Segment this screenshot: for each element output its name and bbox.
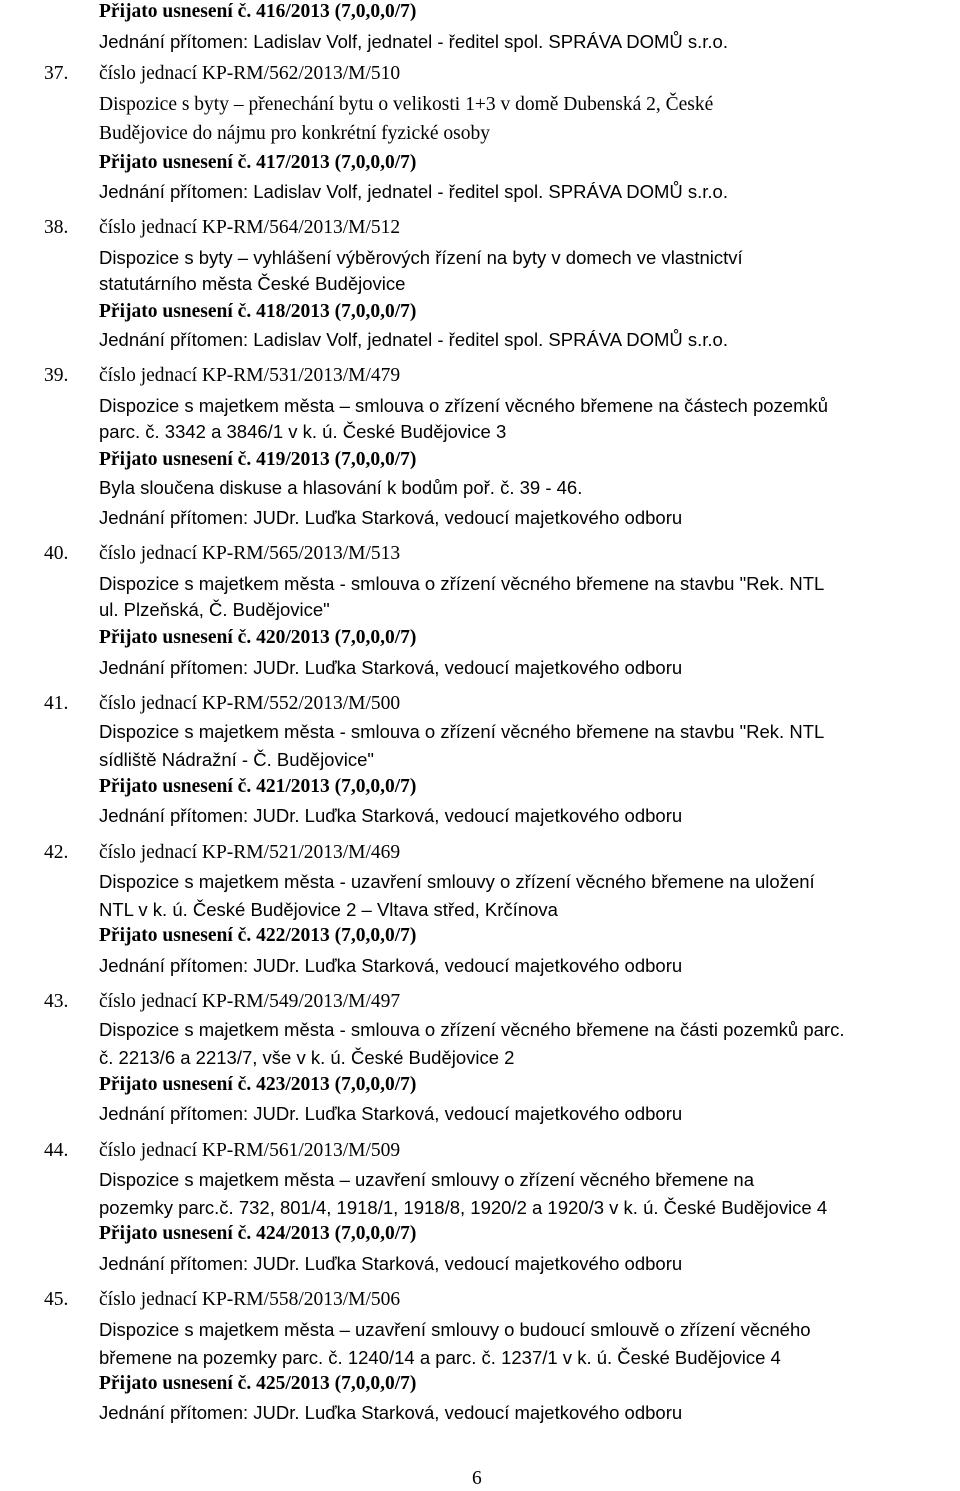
item-number: 41. [44,693,69,714]
item-ref: číslo jednací KP-RM/564/2013/M/512 [99,217,401,238]
item-resolution: Přijato usnesení č. 420/2013 (7,0,0,0/7) [99,627,417,648]
item-text-line: sídliště Nádražní - Č. Budějovice" [99,749,374,770]
item-number: 43. [44,991,69,1012]
item-resolution: Přijato usnesení č. 421/2013 (7,0,0,0/7) [99,776,417,797]
item-number: 38. [44,217,69,238]
item-number: 40. [44,543,69,564]
item-ref: číslo jednací KP-RM/521/2013/M/469 [99,842,401,863]
item-ref: číslo jednací KP-RM/561/2013/M/509 [99,1140,401,1161]
item-text-line: NTL v k. ú. České Budějovice 2 – Vltava střed, Krčínova [99,899,558,920]
item-attendance: Jednání přítomen: JUDr. Luďka Starková, vedoucí majetkového odboru [99,955,683,976]
item-resolution: Přijato usnesení č. 419/2013 (7,0,0,0/7) [99,449,417,470]
item-text-line: parc. č. 3342 a 3846/1 v k. ú. České Budějovice 3 [99,421,507,442]
item-ref: číslo jednací KP-RM/552/2013/M/500 [99,693,401,714]
item-ref: číslo jednací KP-RM/531/2013/M/479 [99,365,401,386]
item-text-line: Dispozice s majetkem města – uzavření smlouvy o budoucí smlouvě o zřízení věcného [99,1319,811,1340]
item-text-line: břemene na pozemky parc. č. 1240/14 a parc. č. 1237/1 v k. ú. České Budějovice 4 [99,1347,781,1368]
item-attendance: Jednání přítomen: Ladislav Volf, jednatel - ředitel spol. SPRÁVA DOMŮ s.r.o. [99,329,728,350]
item-resolution: Přijato usnesení č. 418/2013 (7,0,0,0/7) [99,301,417,322]
lead-attendance: Jednání přítomen: Ladislav Volf, jednatel - ředitel spol. SPRÁVA DOMŮ s.r.o. [99,31,728,52]
item-number: 42. [44,842,69,863]
item-text-line: Dispozice s majetkem města - smlouva o zřízení věcného břemene na části pozemků parc. [99,1019,845,1040]
item-resolution: Přijato usnesení č. 423/2013 (7,0,0,0/7) [99,1074,417,1095]
item-ref: číslo jednací KP-RM/565/2013/M/513 [99,543,401,564]
item-number: 37. [44,63,69,84]
item-text-line: ul. Plzeňská, Č. Budějovice" [99,599,330,620]
item-resolution: Přijato usnesení č. 417/2013 (7,0,0,0/7) [99,152,417,173]
item-text-line: Dispozice s byty – přenechání bytu o velikosti 1+3 v domě Dubenská 2, České [99,94,714,115]
item-note: Byla sloučena diskuse a hlasování k bodům poř. č. 39 - 46. [99,477,583,498]
item-number: 44. [44,1140,69,1161]
item-number: 39. [44,365,69,386]
item-attendance: Jednání přítomen: JUDr. Luďka Starková, vedoucí majetkového odboru [99,805,683,826]
item-text-line: č. 2213/6 a 2213/7, vše v k. ú. České Budějovice 2 [99,1047,515,1068]
item-attendance: Jednání přítomen: JUDr. Luďka Starková, vedoucí majetkového odboru [99,1253,683,1274]
lead-resolution: Přijato usnesení č. 416/2013 (7,0,0,0/7) [99,1,417,22]
item-text-line: statutárního města České Budějovice [99,273,406,294]
item-attendance: Jednání přítomen: JUDr. Luďka Starková, vedoucí majetkového odboru [99,1103,683,1124]
item-resolution: Přijato usnesení č. 424/2013 (7,0,0,0/7) [99,1223,417,1244]
item-resolution: Přijato usnesení č. 425/2013 (7,0,0,0/7) [99,1373,417,1394]
item-attendance: Jednání přítomen: JUDr. Luďka Starková, vedoucí majetkového odboru [99,1402,683,1423]
item-ref: číslo jednací KP-RM/549/2013/M/497 [99,991,401,1012]
item-text-line: Dispozice s majetkem města - smlouva o zřízení věcného břemene na stavbu "Rek. NTL [99,721,825,742]
item-resolution: Přijato usnesení č. 422/2013 (7,0,0,0/7) [99,925,417,946]
item-attendance: Jednání přítomen: Ladislav Volf, jednatel - ředitel spol. SPRÁVA DOMŮ s.r.o. [99,181,728,202]
item-text-line: Dispozice s majetkem města – smlouva o zřízení věcného břemene na částech pozemků [99,395,829,416]
item-attendance: Jednání přítomen: JUDr. Luďka Starková, vedoucí majetkového odboru [99,507,683,528]
item-text-line: Dispozice s majetkem města - smlouva o zřízení věcného břemene na stavbu "Rek. NTL [99,573,825,594]
item-text-line: Dispozice s majetkem města - uzavření smlouvy o zřízení věcného břemene na uložení [99,871,815,892]
item-number: 45. [44,1289,69,1310]
item-ref: číslo jednací KP-RM/562/2013/M/510 [99,63,401,84]
page-number: 6 [472,1468,482,1489]
item-ref: číslo jednací KP-RM/558/2013/M/506 [99,1289,401,1310]
item-text-line: pozemky parc.č. 732, 801/4, 1918/1, 1918/8, 1920/2 a 1920/3 v k. ú. České Budějovice 4 [99,1197,828,1218]
item-attendance: Jednání přítomen: JUDr. Luďka Starková, vedoucí majetkového odboru [99,657,683,678]
item-text-line: Dispozice s majetkem města – uzavření smlouvy o zřízení věcného břemene na [99,1169,754,1190]
item-text-line: Budějovice do nájmu pro konkrétní fyzické osoby [99,123,490,144]
item-text-line: Dispozice s byty – vyhlášení výběrových řízení na byty v domech ve vlastnictví [99,247,743,268]
